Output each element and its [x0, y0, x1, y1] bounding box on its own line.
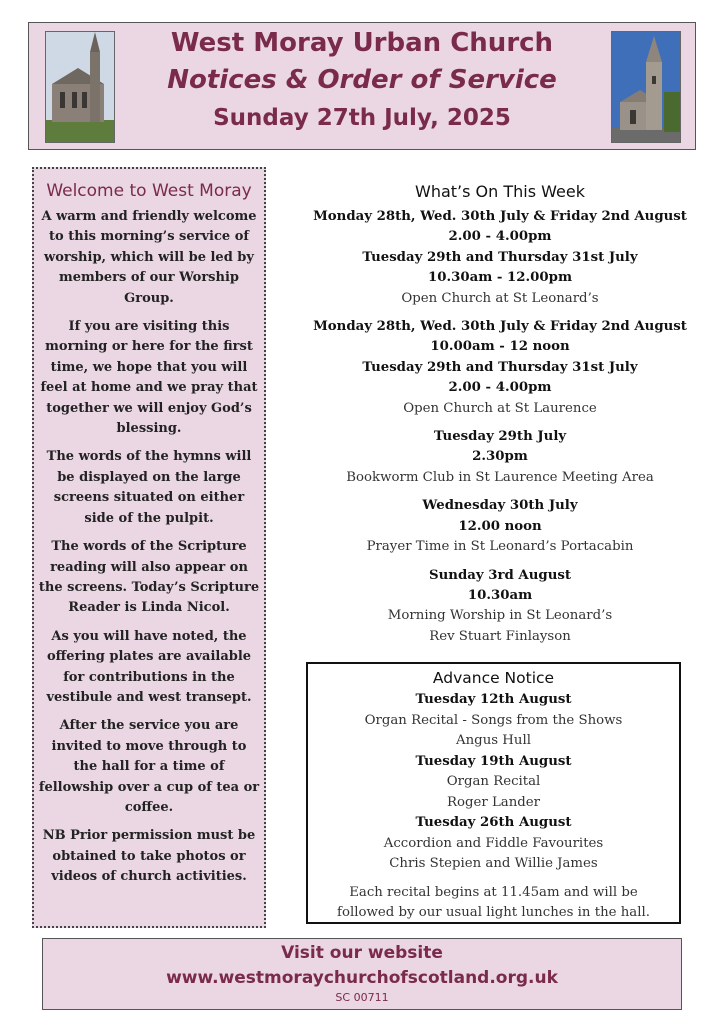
- welcome-panel: [32, 167, 266, 928]
- church-name: West Moray Urban Church: [170, 28, 554, 58]
- advance-footnote-line: Each recital begins at 11.45am and will be: [349, 884, 638, 900]
- whats-on-section: [300, 182, 700, 655]
- advance-notice-box: [306, 662, 681, 924]
- church-photo-right: [611, 31, 681, 143]
- recital-date: Tuesday 19th August: [415, 753, 572, 769]
- event-line: 10.00am - 12 noon: [430, 339, 570, 355]
- recital-performer: Angus Hull: [456, 733, 531, 748]
- event-line: 2.30pm: [472, 449, 528, 465]
- event-block: [300, 566, 700, 648]
- service-date: Sunday 27th July, 2025: [213, 105, 511, 131]
- welcome-heading: Welcome to West Moray: [46, 181, 252, 201]
- event-block: [300, 427, 700, 488]
- event-line: Prayer Time in St Leonard’s Portacabin: [366, 539, 634, 555]
- footer-banner: [42, 938, 682, 1010]
- event-line: Wednesday 30th July: [422, 498, 578, 514]
- event-line: Monday 28th, Wed. 30th July & Friday 2nd August: [313, 209, 687, 224]
- recital-date: Tuesday 12th August: [415, 692, 572, 707]
- recital-event: Organ Recital: [446, 774, 541, 789]
- header-titles: [129, 23, 595, 136]
- advance-footnote: [308, 883, 679, 924]
- event-line: Tuesday 29th July: [433, 429, 567, 445]
- event-line: 12.00 noon: [458, 518, 542, 534]
- website-prompt: Visit our website: [281, 943, 443, 963]
- page-subtitle: Notices & Order of Service: [167, 65, 557, 95]
- event-line: Monday 28th, Wed. 30th July & Friday 2nd August: [313, 319, 687, 335]
- recital-event: Organ Recital - Songs from the Shows: [364, 712, 623, 728]
- event-line: 2.00 - 4.00pm: [448, 229, 552, 245]
- event-line: Tuesday 29th and Thursday 31st July: [362, 249, 638, 265]
- event-line: Open Church at St Leonard’s: [401, 290, 599, 306]
- event-line: Rev Stuart Finlayson: [429, 628, 571, 644]
- event-line: Tuesday 29th and Thursday 31st July: [362, 359, 638, 375]
- recital-date: Tuesday 26th August: [415, 815, 572, 830]
- welcome-paragraph: If you are visiting this morning or here for the first time, we hope that you will feel at home and we pray that together we will enjoy God’s blessing.: [40, 319, 258, 437]
- whats-on-heading: What’s On This Week: [415, 182, 585, 201]
- event-line: 2.00 - 4.00pm: [448, 380, 552, 396]
- welcome-paragraph: As you will have noted, the offering plates are available for contributions in the vestibule and west transept.: [46, 628, 252, 705]
- event-line: Sunday 3rd August: [429, 567, 571, 583]
- event-line: Bookworm Club in St Laurence Meeting Area: [346, 469, 654, 485]
- advance-footnote-line: followed by our usual light lunches in the hall.: [337, 905, 650, 920]
- recital-event: Accordion and Fiddle Favourites: [383, 835, 604, 851]
- welcome-paragraph: The words of the Scripture reading will also appear on the screens. Today’s Scripture Reader is Linda Nicol.: [38, 539, 260, 616]
- event-line: Open Church at St Laurence: [403, 400, 597, 416]
- welcome-paragraph: After the service you are invited to move through to the hall for a time of fellowship over a cup of tea or coffee.: [38, 718, 260, 815]
- welcome-paragraph: The words of the hymns will be displayed on the large screens situated on either side of the pulpit.: [46, 449, 252, 526]
- event-line: 10.30am: [467, 587, 533, 603]
- charity-number: SC 00711: [335, 991, 389, 1004]
- advance-notice-heading: Advance Notice: [432, 669, 555, 687]
- event-line: 10.30am - 12.00pm: [427, 270, 573, 286]
- event-line: Morning Worship in St Leonard’s: [387, 608, 613, 624]
- recital-performer: Chris Stepien and Willie James: [389, 856, 598, 871]
- header-banner: [28, 22, 696, 150]
- event-block: [300, 207, 700, 309]
- website-link[interactable]: www.westmoraychurchofscotland.org.uk: [166, 968, 558, 988]
- church-photo-left: [45, 31, 115, 143]
- welcome-paragraph: A warm and friendly welcome to this morning’s service of worship, which will be led by members of our Worship Group.: [41, 209, 257, 306]
- welcome-paragraph: NB Prior permission must be obtained to take photos or videos of church activities.: [42, 828, 256, 885]
- recital-performer: Roger Lander: [446, 794, 541, 810]
- event-block: [300, 317, 700, 419]
- event-block: [300, 496, 700, 557]
